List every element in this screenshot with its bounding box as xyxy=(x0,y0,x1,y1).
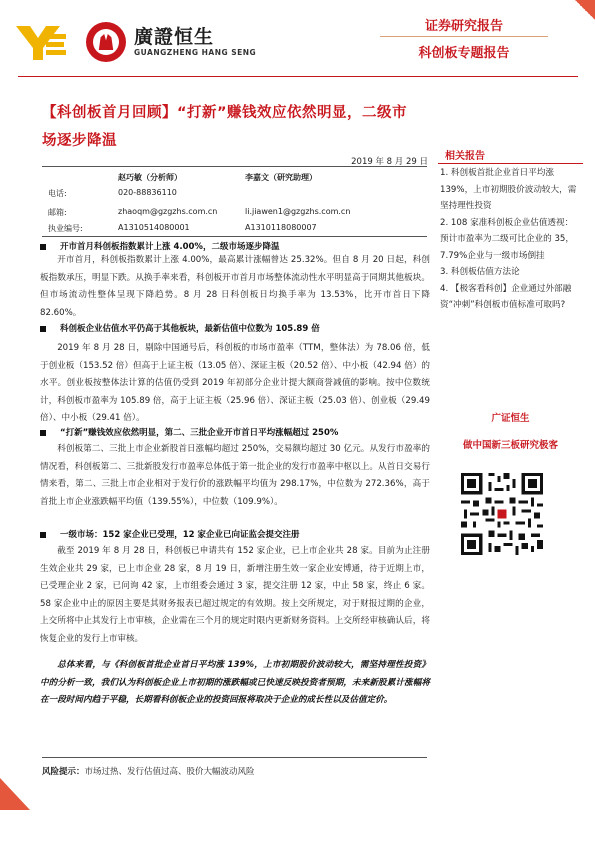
sidebar-slogan: 做中国新三板研究极客 xyxy=(462,440,558,451)
related-report-item[interactable]: 1. 科创板首批企业首日平均涨 139%，上市初期股价波动较大，需坚持理性投资 xyxy=(440,168,577,211)
corner-decoration xyxy=(0,778,30,810)
risk-label: 风险提示： xyxy=(42,767,85,777)
conclusion-paragraph: 总体来看，与《科创板首批企业首日平均涨 139%，上市初期股价波动较大，需坚持理性投资》中的分析一致，我们认为科创板企业上市初期的涨跌幅或已快速反映投资者预期，未来新股累计涨幅将在一段时间内趋于平稳，长期看科创板企业的投资回报将取决于企业的成长性以及估值定价。 xyxy=(40,660,430,705)
section-heading: 一级市场：152 家企业已受理，12 家企业已向证监会提交注册 xyxy=(40,528,300,540)
report-title: 【科创板首月回顾】“打新”赚钱效应依然明显，二级市场逐步降温 xyxy=(42,105,408,149)
risk-warning xyxy=(42,765,255,777)
related-report-item[interactable]: 3. 科创板估值方法论 xyxy=(440,267,520,277)
analyst-cert: A1310514080001 xyxy=(118,223,190,232)
corner-decoration xyxy=(575,0,595,20)
header-rule xyxy=(18,76,578,77)
related-reports-list xyxy=(440,165,580,314)
sidebar-brand: 广证恒生 xyxy=(491,413,530,424)
report-type: 证券研究报告 xyxy=(424,19,503,34)
assistant-email: li.jiawen1@gzgzhs.com.cn xyxy=(245,207,351,216)
assistant-name: 李嘉文（研究助理） xyxy=(245,173,317,182)
report-date: 2019 年 8 月 29 日 xyxy=(351,157,428,167)
analyst-phone: 020-88836110 xyxy=(118,188,177,197)
report-subtype: 科创板专题报告 xyxy=(418,46,510,61)
section-heading: “打新”赚钱效应依然明显，第二、三批企业开市首日平均涨幅超过 250% xyxy=(40,426,338,438)
seal-logo-icon xyxy=(86,22,126,62)
qr-code-icon[interactable] xyxy=(458,470,546,558)
analyst-email: zhaoqm@gzgzhs.com.cn xyxy=(118,207,218,216)
cert-label: 执业编号: xyxy=(48,224,83,233)
paragraph: 截至 2019 年 8 月 28 日，科创板已申请共有 152 家企业，已上市企业共 28 家。目前为止注册生效企业共 29 家，已上市企业 28 家，8 月 19 日，新增注册生效一家企业安博通，待于近期上市，已受理企业 2 家，已问询 42 家，上市组委会通过 3 家，提交注册 12 家，中止 58 家，终止 6 家。58 家企业中止的原因主要是其财务报表已超过规定的有效期。按上交所规定，对于财报过期的企业，上交所将中止其发行上市审核，企业需在三个月的规定时限内更新财务资料。上交所经审核确认后，将恢复企业的发行上市审核。 xyxy=(40,546,430,644)
related-report-item[interactable]: 2. 108 家准科创板企业估值透视：预计市盈率为二级可比企业的 35，7.79%企业与一级市场倒挂 xyxy=(440,217,574,261)
risk-text: 市场过热、发行估值过高、股价大幅波动风险 xyxy=(84,767,255,777)
ye-logo-icon xyxy=(16,22,66,62)
paragraph: 开市首月，科创板指数累计上涨 4.00%，最高累计涨幅曾达 25.32%。但自 8 月 20 日起，科创板指数承压，明显下跌。从换手率来看，科创板开市首月市场整体流动性水平明显高于同期其他板块。但市场流动性整体呈现下降趋势。8 月 28 日科创板日均换手率为 13.53%，比开市首日下降 82.60%。 xyxy=(40,255,430,318)
header-divider xyxy=(380,36,548,37)
divider xyxy=(42,236,427,237)
section-heading: 科创板企业估值水平仍高于其他板块，最新估值中位数为 105.89 倍 xyxy=(40,322,320,334)
divider xyxy=(42,757,427,758)
related-report-item[interactable]: 4. 【极客看科创】企业通过外部融资“冲刺”科创板市值标准可取吗? xyxy=(440,283,572,310)
paragraph: 科创板第二、三批上市企业新股首日涨幅均超过 250%，交易额均超过 30 亿元。从发行市盈率的情况看，科创板第二、三批新股发行市盈率总体低于第一批企业的发行市盈率中枢以上。从首日交易行情来看，第二、三批上市企业相对于发行价的涨跌幅平均值为 298.17%，中位数为 272.36%，高于首批上市企业涨跌幅平均值（139.55%），中位数（109.9%）。 xyxy=(40,444,430,507)
sidebar-divider xyxy=(438,163,583,164)
section-heading: 开市首月科创板指数累计上涨 4.00%，二级市场逐步降温 xyxy=(40,240,279,252)
paragraph: 2019 年 8 月 28 日，剔除中国通号后，科创板的市场市盈率（TTM，整体法）为 78.06 倍，低于创业板（153.52 倍）但高于上证主板（13.05 倍）、深证主板（20.52 倍）、中小板（42.94 倍）的水平。创业板按整体法计算的估值仍受到 2019 年初部分企业计提大额商誉减值的影响。按中位数统计，科创板市盈率为 105.89 倍，高于上证主板（25.96 倍）、深证主板（25.03 倍）、创业板（29.49 倍）、中小板（29.41 倍）。 xyxy=(40,343,430,423)
bullet-icon xyxy=(40,326,46,332)
brand-name: 廣證恒生 xyxy=(134,26,215,48)
bullet-icon xyxy=(40,430,46,436)
analyst-name: 赵巧敏（分析师） xyxy=(118,173,182,182)
bullet-icon xyxy=(40,244,46,250)
divider xyxy=(42,166,427,167)
related-reports-title: 相关报告 xyxy=(445,151,485,162)
phone-label: 电话: xyxy=(48,189,67,198)
brand-name-en: GUANGZHENG HANG SENG xyxy=(134,48,257,57)
email-label: 邮箱: xyxy=(48,208,67,217)
bullet-icon xyxy=(40,532,46,538)
assistant-cert: A1310118080007 xyxy=(245,223,317,232)
